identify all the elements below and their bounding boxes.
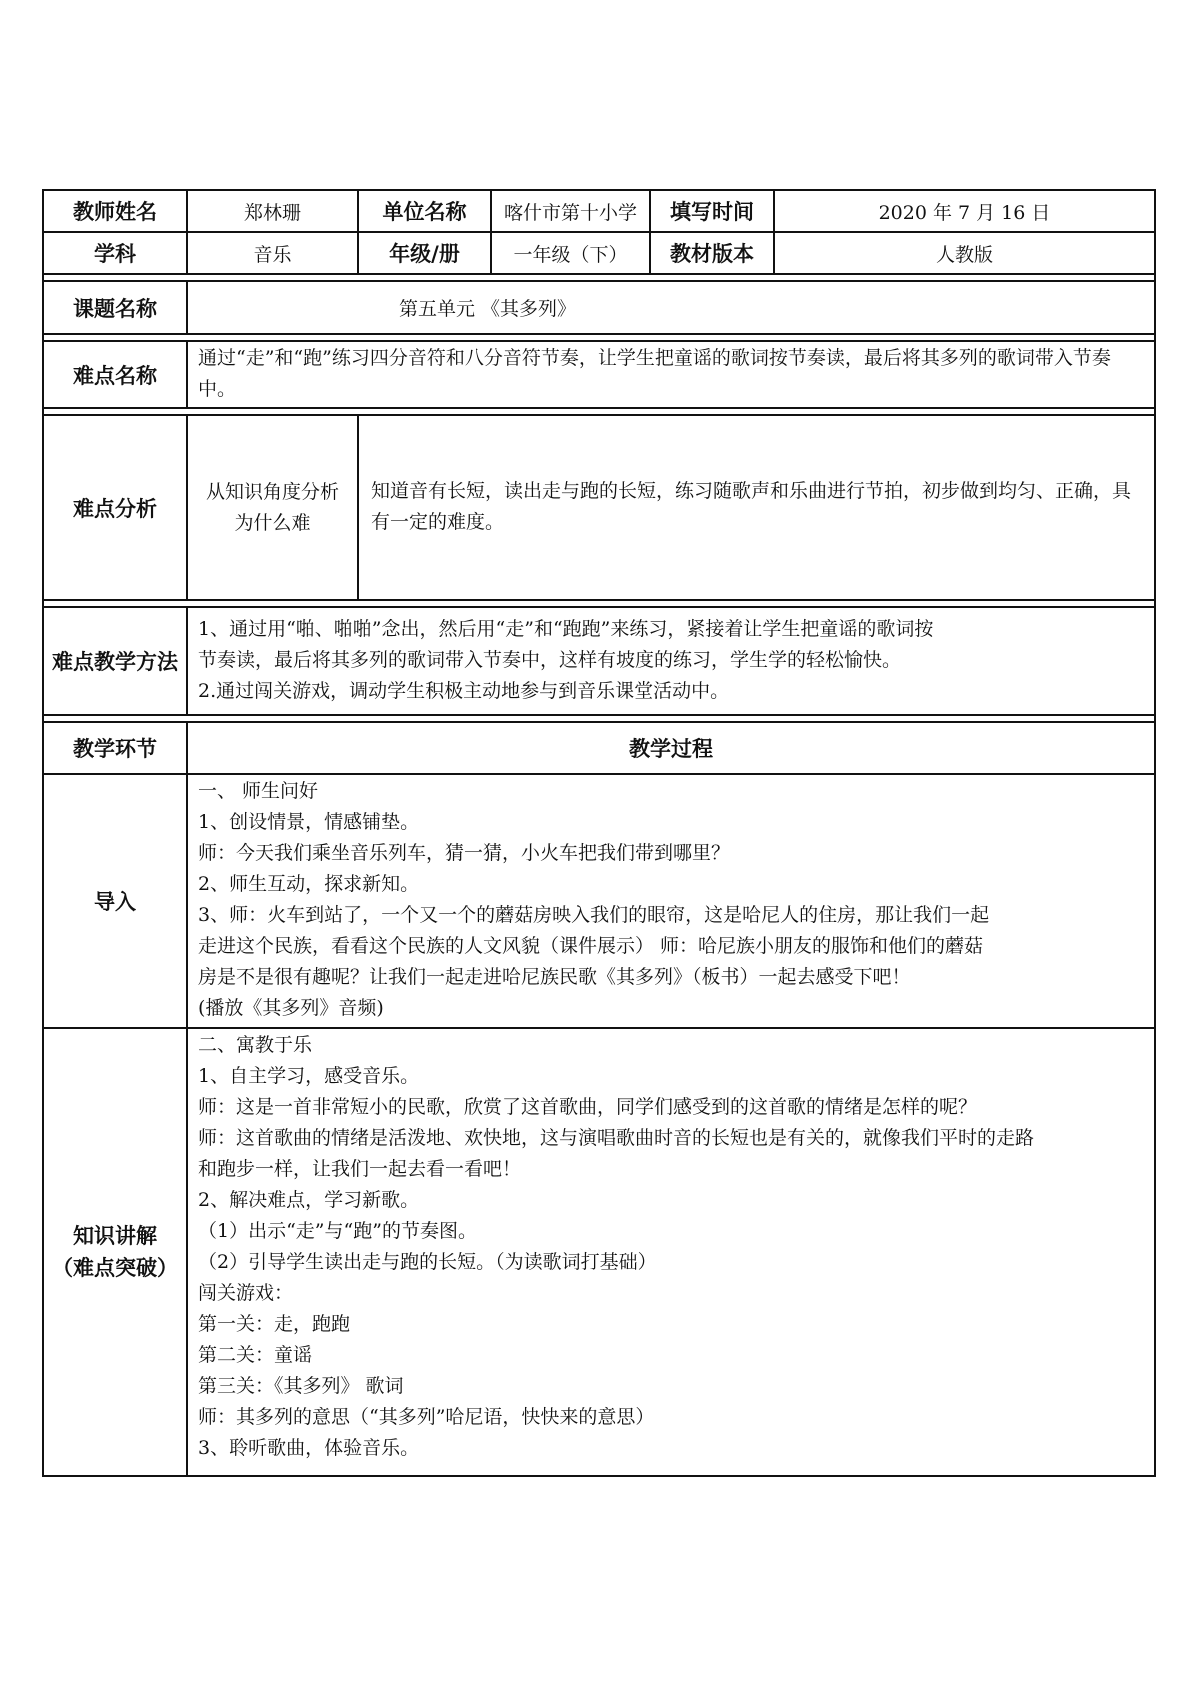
method-line: 2.通过闯关游戏，调动学生积极主动地参与到音乐课堂活动中。	[198, 680, 730, 702]
process-content-header: 教学过程	[187, 722, 1155, 774]
knowledge-label-line: 知识讲解	[73, 1224, 157, 1248]
knowledge-line: 闯关游戏：	[198, 1282, 294, 1304]
edition-value: 人教版	[774, 232, 1155, 274]
method-line: 节奏读，最后将其多列的歌词带入节奏中，这样有坡度的练习，学生学的轻松愉快。	[198, 649, 902, 671]
process-header-row	[43, 722, 1155, 774]
teacher-name-value: 郑林珊	[187, 190, 358, 232]
edition-label: 教材版本	[650, 232, 774, 274]
knowledge-row	[43, 1028, 1155, 1476]
knowledge-line: 和跑步一样，让我们一起去看一看吧！	[198, 1158, 522, 1180]
lesson-plan-table	[42, 189, 1156, 1477]
separator	[43, 274, 1155, 281]
intro-line: 3、师：火车到站了，一个又一个的蘑菇房映入我们的眼帘，这是哈尼人的住房，那让我们一起	[198, 904, 990, 926]
knowledge-content	[187, 1028, 1155, 1476]
knowledge-line: 1、自主学习，感受音乐。	[198, 1065, 420, 1087]
difficulty-value	[187, 341, 1155, 408]
intro-row	[43, 774, 1155, 1028]
difficulty-label: 难点名称	[43, 341, 187, 408]
intro-line: 2、师生互动，探求新知。	[198, 873, 420, 895]
intro-line: 房是不是很有趣呢？让我们一起走进哈尼族民歌《其多列》（板书）一起去感受下吧！	[198, 966, 911, 988]
teacher-name-label: 教师姓名	[43, 190, 187, 232]
subject-value: 音乐	[187, 232, 358, 274]
difficulty-row	[43, 341, 1155, 408]
knowledge-line: （1）出示“走”与“跑”的节奏图。	[198, 1220, 477, 1242]
topic-value: 第五单元 《其多列》	[187, 281, 1155, 334]
knowledge-line: 第一关：走，跑跑	[198, 1313, 351, 1335]
unit-value: 喀什市第十小学	[491, 190, 650, 232]
knowledge-label	[43, 1028, 187, 1476]
method-row	[43, 607, 1155, 715]
intro-line: 师：今天我们乘坐音乐列车，猜一猜，小火车把我们带到哪里？	[198, 842, 731, 864]
analysis-label: 难点分析	[43, 415, 187, 600]
topic-label: 课题名称	[43, 281, 187, 334]
method-value	[187, 607, 1155, 715]
intro-line: (播放《其多列》音频)	[198, 997, 384, 1019]
grade-value: 一年级（下）	[491, 232, 650, 274]
topic-row	[43, 281, 1155, 334]
knowledge-line: 师：其多列的意思（“其多列”哈尼语，快快来的意思）	[198, 1406, 655, 1428]
separator	[43, 715, 1155, 722]
knowledge-line: 3、聆听歌曲，体验音乐。	[198, 1437, 420, 1459]
intro-line: 一、 师生问好	[198, 780, 319, 802]
method-line: 1、通过用“啪、啪啪”念出，然后用“走”和“跑跑”来练习，紧接着让学生把童谣的歌词按	[198, 618, 934, 640]
knowledge-label-line: （难点突破）	[52, 1256, 178, 1280]
header-row-2	[43, 232, 1155, 274]
knowledge-line: 二、寓教于乐	[198, 1034, 313, 1056]
analysis-sub-label-line: 为什么难	[234, 511, 311, 534]
date-value: 2020 年 7 月 16 日	[774, 190, 1155, 232]
grade-label: 年级/册	[358, 232, 491, 274]
separator	[43, 334, 1155, 341]
difficulty-text: 通过“走”和“跑”练习四分音符和八分音符节奏，让学生把童谣的歌词按节奏读，最后将其多列的歌词带入节奏中。	[198, 347, 1111, 400]
knowledge-line: 师：这首歌曲的情绪是活泼地、欢快地，这与演唱歌曲时音的长短也是有关的，就像我们平时的走路	[198, 1127, 1035, 1149]
unit-label: 单位名称	[358, 190, 491, 232]
knowledge-line: 师：这是一首非常短小的民歌，欣赏了这首歌曲，同学们感受到的这首歌的情绪是怎样的呢？	[198, 1096, 978, 1118]
intro-line: 1、创设情景，情感铺垫。	[198, 811, 420, 833]
intro-content	[187, 774, 1155, 1028]
analysis-value	[358, 415, 1155, 600]
intro-line: 走进这个民族，看看这个民族的人文风貌（课件展示） 师：哈尼族小朋友的服饰和他们的蘑菇	[198, 935, 984, 957]
knowledge-line: 第三关：《其多列》 歌词	[198, 1375, 404, 1397]
knowledge-line: 2、解决难点，学习新歌。	[198, 1189, 420, 1211]
separator	[43, 408, 1155, 415]
header-row-1	[43, 190, 1155, 232]
process-stage-header: 教学环节	[43, 722, 187, 774]
method-label: 难点教学方法	[43, 607, 187, 715]
date-label: 填写时间	[650, 190, 774, 232]
analysis-sub-label	[187, 415, 358, 600]
analysis-sub-label-line: 从知识角度分析	[205, 480, 339, 503]
analysis-row	[43, 415, 1155, 600]
analysis-text: 知道音有长短，读出走与跑的长短，练习随歌声和乐曲进行节拍，初步做到均匀、正确，具有一定的难度。	[371, 480, 1132, 533]
knowledge-line: （2）引导学生读出走与跑的长短。（为读歌词打基础）	[198, 1251, 657, 1273]
intro-label: 导入	[43, 774, 187, 1028]
knowledge-line: 第二关：童谣	[198, 1344, 313, 1366]
separator	[43, 600, 1155, 607]
subject-label: 学科	[43, 232, 187, 274]
